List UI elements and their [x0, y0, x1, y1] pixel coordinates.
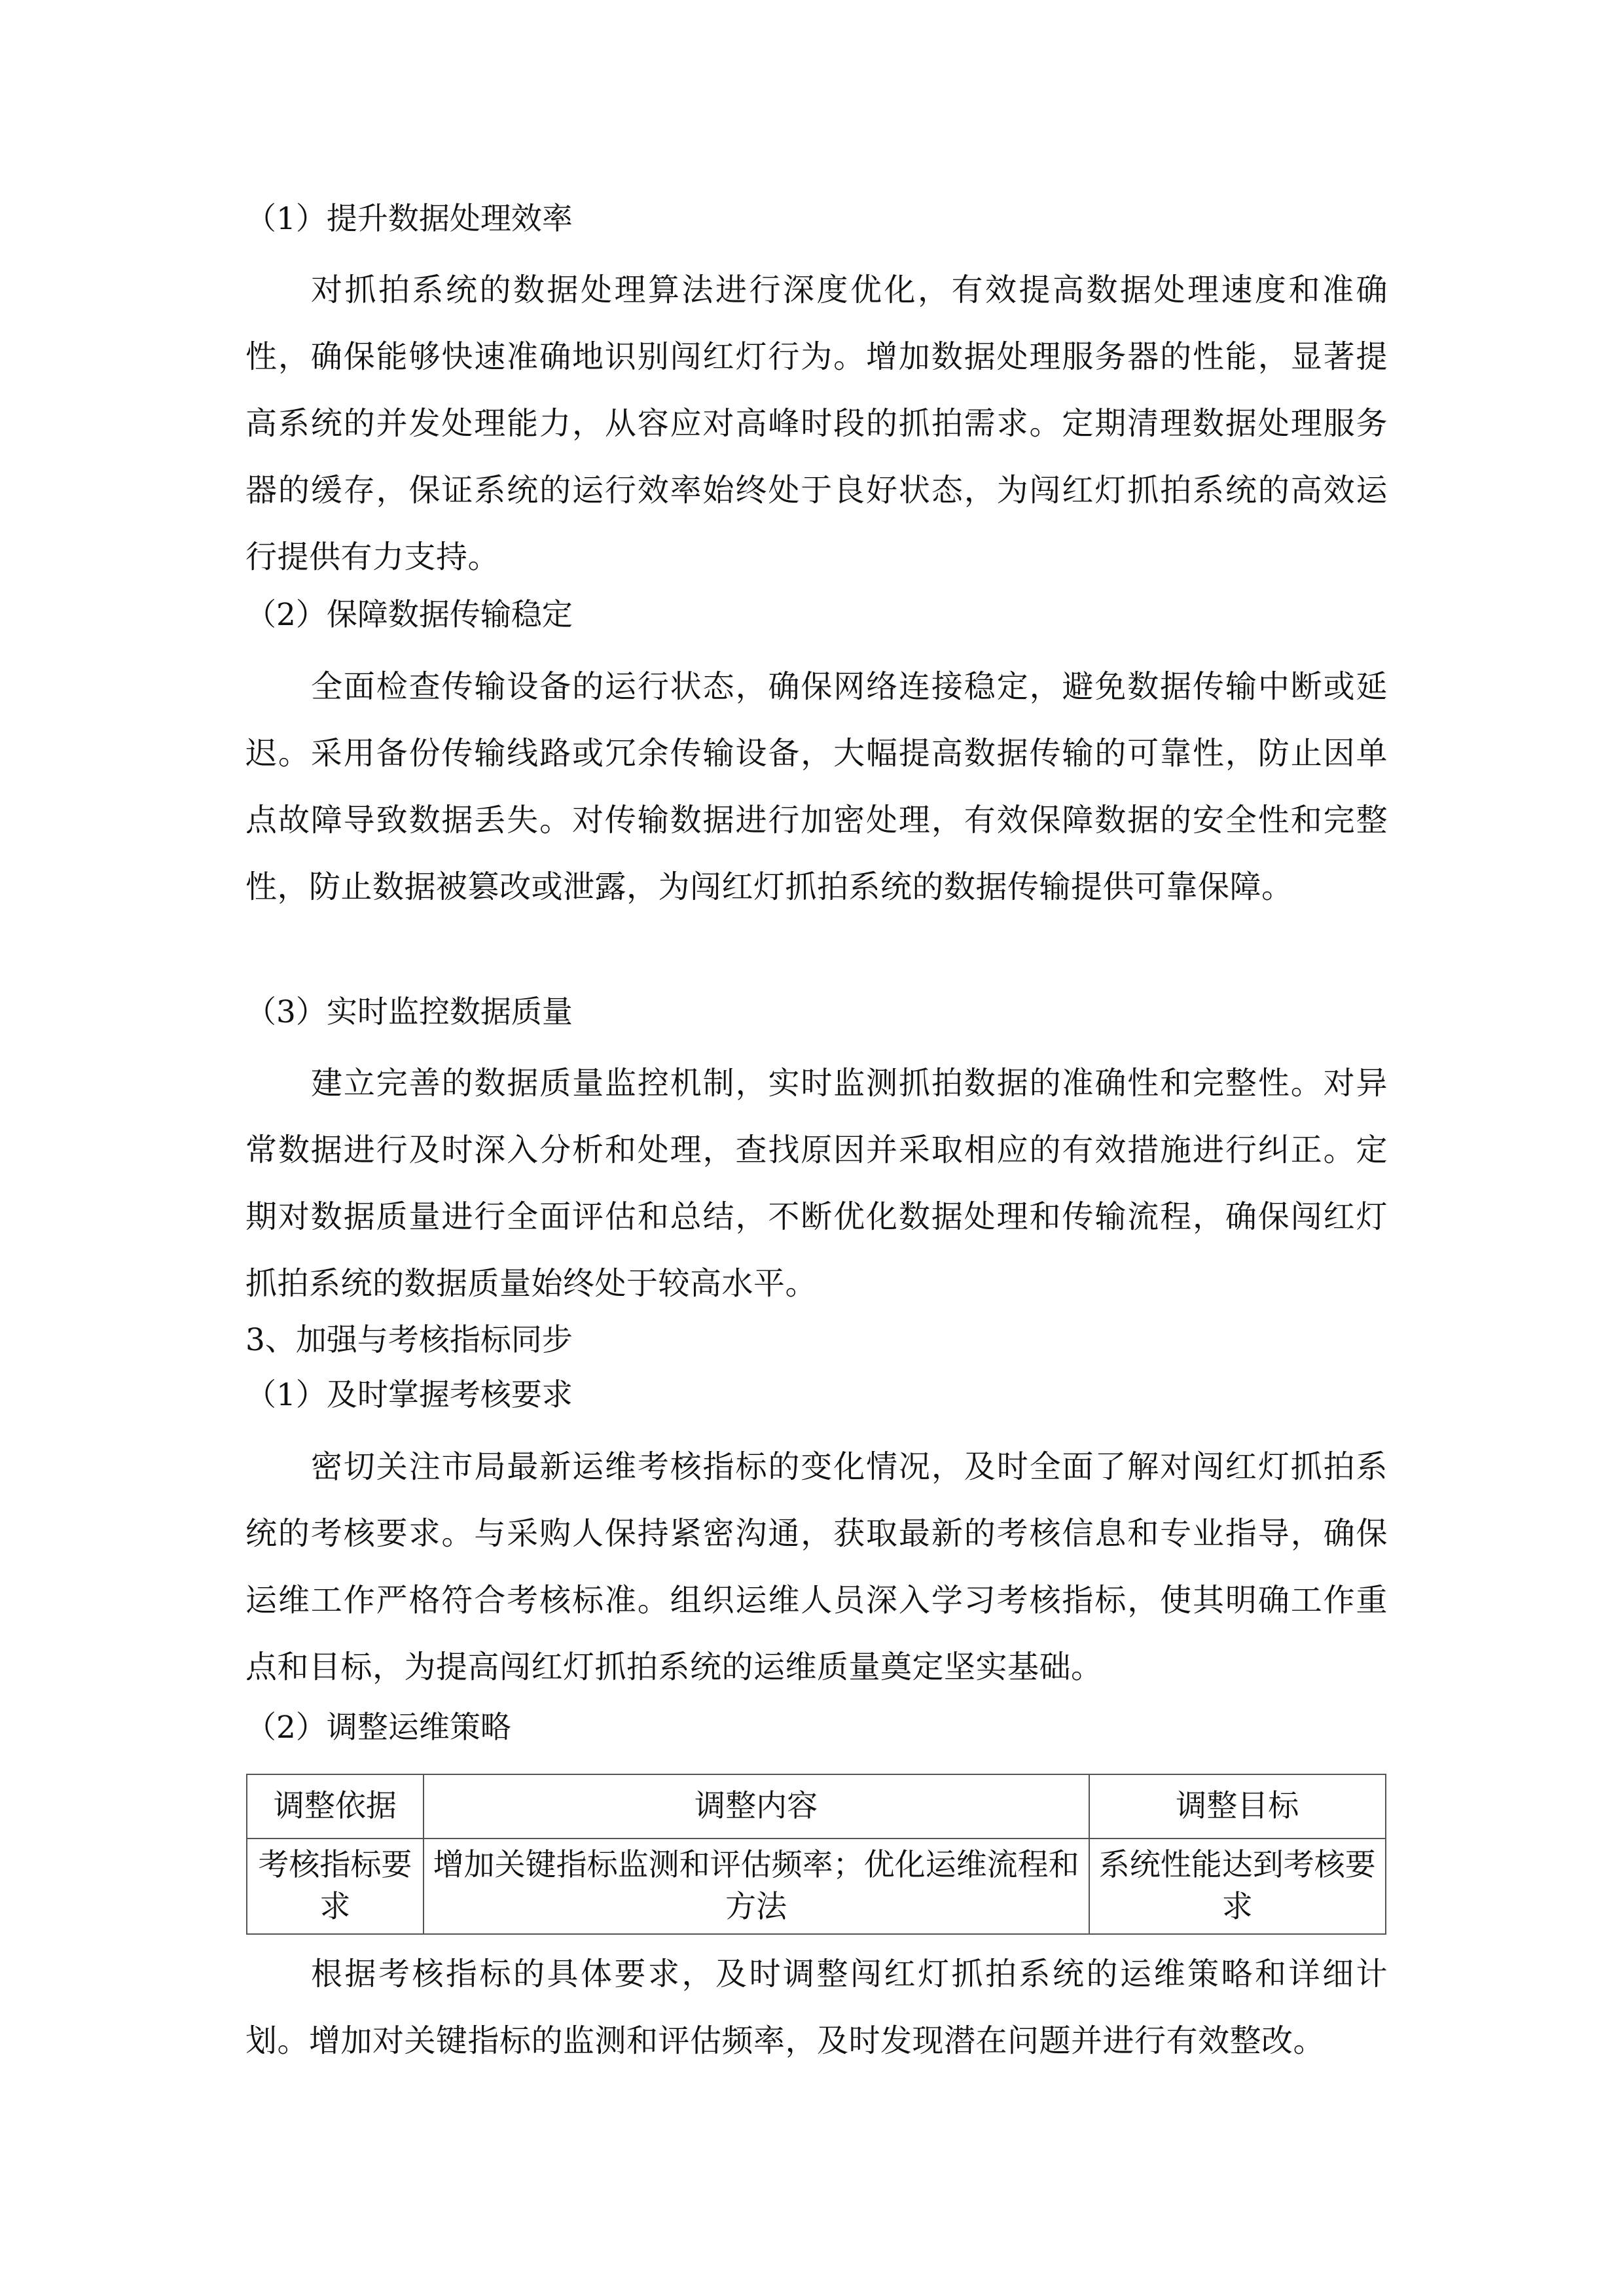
paragraph-2: 全面检查传输设备的运行状态，确保网络连接稳定，避免数据传输中断或延迟。采用备份传输线路或冗余传输设备，大幅提高数据传输的可靠性，防止因单点故障导致数据丢失。对传输数据进行加密处理，有效保障数据的安全性和完整性，防止数据被篡改或泄露，为闯红灯抓拍系统的数据传输提供可靠保障。 — [245, 668, 1388, 905]
paragraph-1: 对抓拍系统的数据处理算法进行深度优化，有效提高数据处理速度和准确性，确保能够快速准确地识别闯红灯行为。增加数据处理服务器的性能，显著提高系统的并发处理能力，从容应对高峰时段的抓拍需求。定期清理数据处理服务器的缓存，保证系统的运行效率始终处于良好状态，为闯红灯抓拍系统的高效运行提供有力支持。 — [245, 272, 1388, 575]
subsection-heading-1: （1）及时掌握考核要求 — [245, 1377, 573, 1413]
section-heading-2: （2）保障数据传输稳定 — [245, 597, 573, 633]
table-row — [247, 1839, 1386, 1934]
paragraph-3: 建立完善的数据质量监控机制，实时监测抓拍数据的准确性和完整性。对异常数据进行及时深入分析和处理，查找原因并采取相应的有效措施进行纠正。定期对数据质量进行全面评估和总结，不断优化数据处理和传输流程，确保闯红灯抓拍系统的数据质量始终处于较高水平。 — [245, 1065, 1388, 1302]
table-cell: 增加关键指标监测和评估频率；优化运维流程和方法 — [424, 1839, 1089, 1934]
strategy-table — [246, 1774, 1386, 1935]
table-header-cell: 调整内容 — [424, 1774, 1089, 1839]
main-heading-3: 3、加强与考核指标同步 — [245, 1322, 573, 1358]
table-header-cell: 调整依据 — [247, 1774, 424, 1839]
table-header-row — [247, 1774, 1386, 1839]
subsection-heading-2: （2）调整运维策略 — [245, 1710, 511, 1746]
section-heading-1: （1）提升数据处理效率 — [245, 201, 573, 237]
section-heading-3: （3）实时监控数据质量 — [245, 994, 573, 1030]
table-header-cell: 调整目标 — [1089, 1774, 1386, 1839]
paragraph-4: 密切关注市局最新运维考核指标的变化情况，及时全面了解对闯红灯抓拍系统的考核要求。与采购人保持紧密沟通，获取最新的考核信息和专业指导，确保运维工作严格符合考核标准。组织运维人员深入学习考核指标，使其明确工作重点和目标，为提高闯红灯抓拍系统的运维质量奠定坚实基础。 — [245, 1448, 1388, 1685]
table-cell: 系统性能达到考核要求 — [1089, 1839, 1386, 1934]
paragraph-5: 根据考核指标的具体要求，及时调整闯红灯抓拍系统的运维策略和详细计划。增加对关键指标的监测和评估频率，及时发现潜在问题并进行有效整改。 — [245, 1956, 1388, 2059]
table-cell: 考核指标要求 — [247, 1839, 424, 1934]
